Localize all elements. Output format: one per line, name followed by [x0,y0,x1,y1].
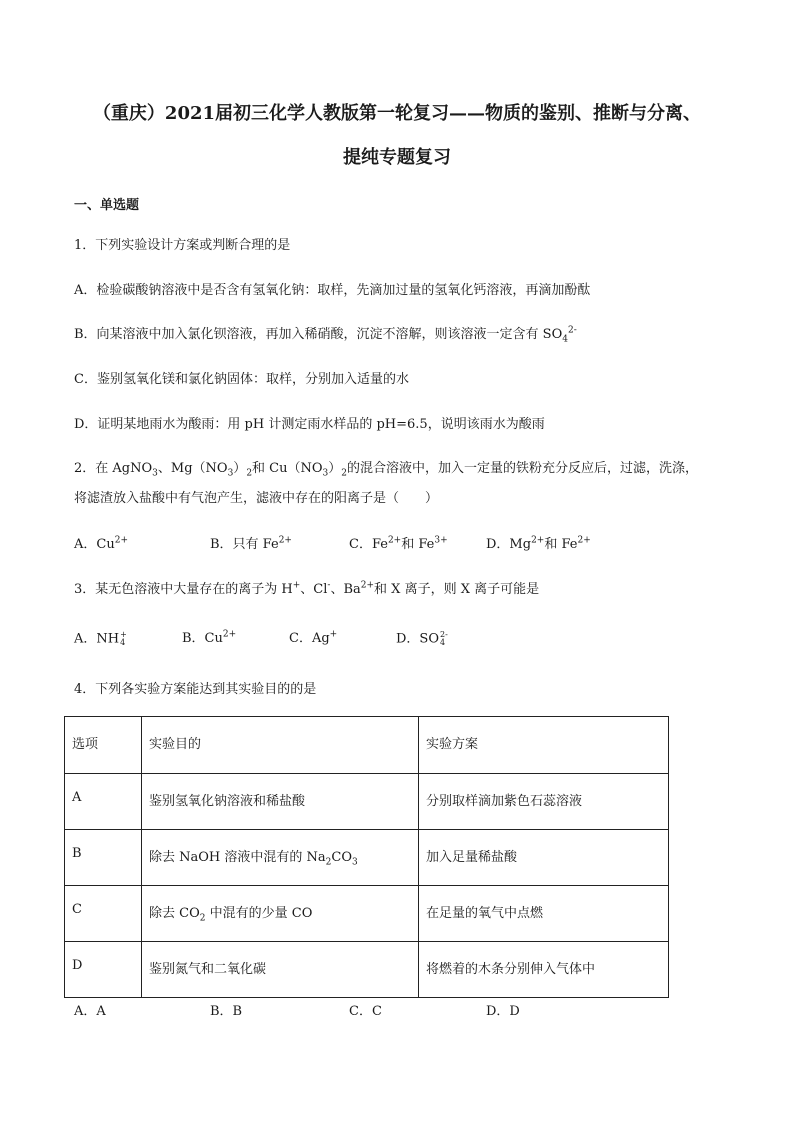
goal-text: CO [331,850,352,865]
row-option: B [65,830,142,886]
question-1-option-b [74,327,577,343]
subscript: 3 [352,857,358,868]
stem-part: ） [233,461,247,476]
sulfate-subscript: 4 [562,334,568,345]
charge: + [292,580,301,591]
stem-part: 、Cl [300,582,328,597]
subscript: 3 [152,468,158,479]
goal-text: 中混有的少量 CO [205,906,313,921]
goal-text: 除去 NaOH 溶液中混有的 Na [149,850,326,865]
charge: 2+ [387,535,402,546]
question-2-option-a [74,537,128,553]
table-row [65,886,669,942]
subscript: 2 [341,468,348,479]
header-plan: 实验方案 [419,717,669,774]
stem-part: 2．在 AgNO [74,461,153,476]
stem-part: 的混合溶液中，加入一定量的铁粉充分反应后，过滤，洗涤， [347,461,699,476]
row-plan: 将燃着的木条分别伸入气体中 [419,942,669,998]
table-header-row [65,717,669,774]
stem-part: 、Mg（NO [157,461,228,476]
table-row [65,774,669,830]
charge: 2+ [577,535,591,546]
question-1-stem: 1．下列实验设计方案或判断合理的是 [74,238,291,253]
subscript: 2 [246,468,253,479]
row-goal: 鉴别氢氧化钠溶液和稀盐酸 [142,774,419,830]
option-text: B．只有 Fe [210,537,279,552]
header-option: 选项 [65,717,142,774]
option-text: A．NH [74,631,120,647]
question-3-option-a [74,631,127,648]
ion-stack [120,631,127,647]
row-plan: 在足量的氧气中点燃 [419,886,669,942]
question-2-option-c [349,537,448,553]
row-plan: 加入足量稀盐酸 [419,830,669,886]
option-text: 和 Fe [401,537,435,552]
option-text: C．Fe [349,537,388,552]
table-row [65,830,669,886]
charge: 2- [440,630,448,639]
question-4-answer-a: A．A [74,1004,106,1019]
section-heading: 一、单选题 [74,198,140,213]
option-text: D．Mg [486,537,532,552]
charge: 2+ [360,580,375,591]
question-4-answer-c: C．C [349,1004,382,1019]
question-3-stem [74,582,539,598]
header-goal: 实验目的 [142,717,419,774]
charge: 2+ [222,629,237,640]
row-option: C [65,886,142,942]
question-2-stem-line-1 [74,461,698,477]
question-3-option-b [182,631,236,647]
option-text: A．Cu [74,537,115,552]
question-1-option-a: A．检验碳酸钠溶液中是否含有氢氧化钠：取样，先滴加过量的氢氧化钙溶液，再滴加酚酞 [74,283,591,298]
charge: 2+ [114,535,128,546]
subscript: 3 [322,468,329,479]
option-b-text: B．向某溶液中加入氯化钡溶液，再加入稀硝酸，沉淀不溶解，则该溶液一定含有 SO [74,327,563,342]
subscript: 2 [325,857,332,868]
charge: 2+ [531,535,545,546]
table-row [65,942,669,998]
page-title-line-2: 提纯专题复习 [343,147,451,168]
charge: 3+ [434,535,448,546]
stem-part: 和 X 离子，则 X 离子可能是 [374,582,540,597]
question-4-answer-d: D．D [486,1004,520,1019]
experiment-table [64,716,669,998]
stem-part: 和 Cu（NO [252,461,323,476]
row-goal: 鉴别氮气和二氧化碳 [142,942,419,998]
row-goal [142,886,419,942]
stem-part: 、Ba [330,582,361,597]
question-4-answer-b: B．B [210,1004,243,1019]
goal-text: 除去 CO [149,906,200,921]
option-text: 和 Fe [544,537,578,552]
question-2-option-b [210,537,292,553]
question-4-stem: 4．下列各实验方案能达到其实验目的的是 [74,682,317,697]
question-2-stem-line-2: 将滤渣放入盐酸中有气泡产生，滤液中存在的阳离子是（ ） [74,491,439,506]
subscript: 2 [199,913,206,924]
subscript: 3 [227,468,234,479]
charge: + [329,629,338,640]
row-option: D [65,942,142,998]
subscript: 4 [120,638,126,647]
option-text: B．Cu [182,631,223,646]
row-option: A [65,774,142,830]
row-plan: 分别取样滴加紫色石蕊溶液 [419,774,669,830]
charge: 2+ [278,535,292,546]
row-goal [142,830,419,886]
subscript: 4 [440,638,446,647]
question-3-option-c [289,631,337,647]
option-text: D．SO [396,631,439,647]
question-2-option-d [486,537,591,553]
charge: - [327,580,331,591]
page-title-line-1: （重庆）2021届初三化学人教版第一轮复习——物质的鉴别、推断与分离、 [92,103,702,124]
question-1-option-c: C．鉴别氢氧化镁和氯化钠固体：取样，分别加入适量的水 [74,372,409,387]
question-3-option-d [396,631,448,648]
stem-part: 3．某无色溶液中大量存在的离子为 H [74,582,293,597]
ion-stack [440,631,448,647]
sulfate-charge: 2- [567,325,577,336]
charge: + [120,630,127,639]
option-text: C．Ag [289,631,330,646]
question-1-option-d: D．证明某地雨水为酸雨：用 pH 计测定雨水样品的 pH=6.5，说明该雨水为酸雨 [74,417,545,432]
stem-part: ） [328,461,342,476]
